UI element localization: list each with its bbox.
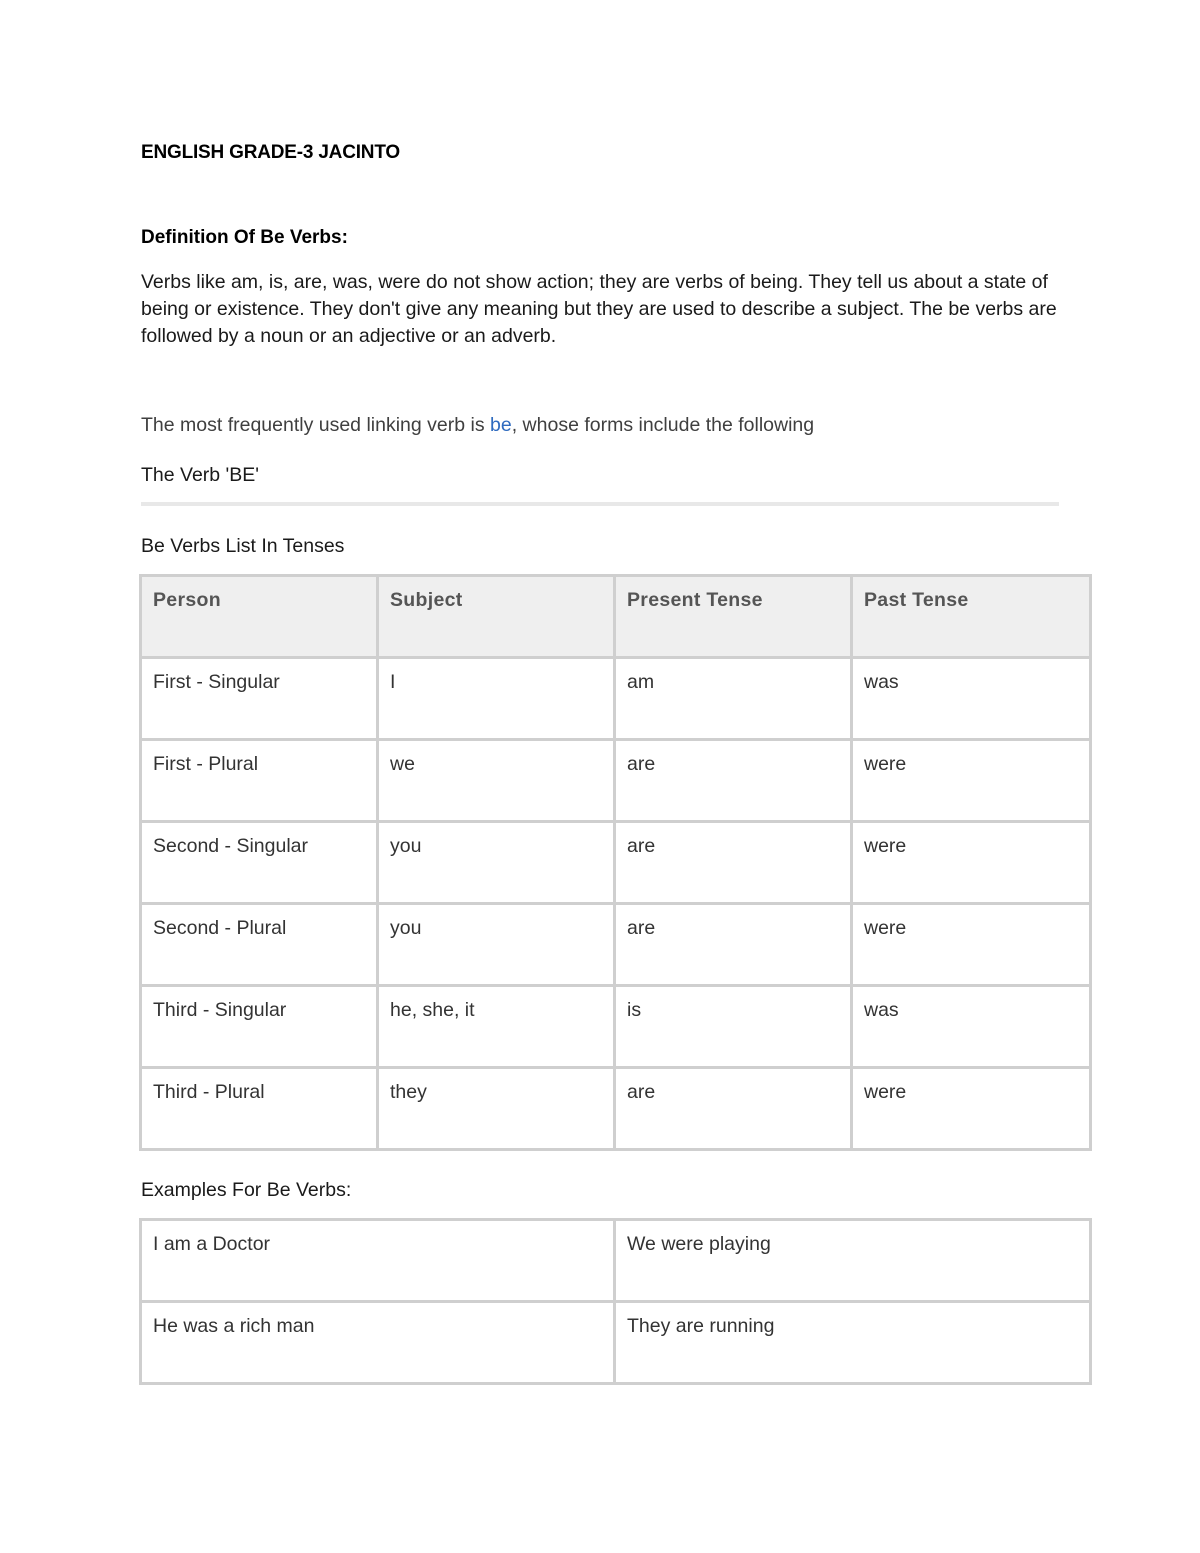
examples-heading: Examples For Be Verbs: [141,1179,352,1201]
cell-present: am [615,658,852,740]
cell-person: Third - Plural [141,1068,378,1150]
header-subject: Subject [378,576,615,658]
cell-person: First - Singular [141,658,378,740]
linking-text-after: , whose forms include the following [511,414,815,436]
cell-subject: they [378,1068,615,1150]
cell-subject: I [378,658,615,740]
table-row [141,1220,1091,1302]
cell-present: is [615,986,852,1068]
cell-subject: you [378,822,615,904]
table-row [141,904,1091,986]
cell-present: are [615,1068,852,1150]
definition-paragraph: Verbs like am, is, are, was, were do not show action; they are verbs of being. They tell us about a state of being or existence. They don't give any meaning but they are used to describe a subject. The be verbs are followed by a noun or an adjective or an adverb. [141,271,1057,347]
cell-person: Second - Plural [141,904,378,986]
be-link[interactable]: be [490,414,512,436]
linking-text-before: The most frequently used linking verb is [141,414,491,436]
example-cell: I am a Doctor [141,1220,615,1302]
cell-past: were [852,822,1091,904]
cell-present: are [615,740,852,822]
table-row [141,658,1091,740]
cell-past: were [852,1068,1091,1150]
examples-table [139,1218,1092,1385]
example-cell: He was a rich man [141,1302,615,1384]
table-row [141,822,1091,904]
cell-present: are [615,822,852,904]
document-title: ENGLISH GRADE-3 JACINTO [141,142,400,163]
cell-past: was [852,986,1091,1068]
linking-verb-sentence [141,414,814,437]
header-past-tense: Past Tense [852,576,1091,658]
example-cell: We were playing [615,1220,1091,1302]
cell-person: Third - Singular [141,986,378,1068]
header-person: Person [141,576,378,658]
definition-heading: Definition Of Be Verbs: [141,227,348,248]
cell-subject: we [378,740,615,822]
tenses-heading: Be Verbs List In Tenses [141,535,345,557]
cell-subject: he, she, it [378,986,615,1068]
cell-past: was [852,658,1091,740]
horizontal-divider [141,502,1059,506]
header-present-tense: Present Tense [615,576,852,658]
cell-present: are [615,904,852,986]
be-verbs-tenses-table [139,574,1092,1151]
cell-past: were [852,740,1091,822]
cell-past: were [852,904,1091,986]
cell-person: Second - Singular [141,822,378,904]
table-header-row [141,576,1091,658]
cell-person: First - Plural [141,740,378,822]
table-row [141,740,1091,822]
cell-subject: you [378,904,615,986]
verb-be-heading: The Verb 'BE' [141,464,260,486]
example-cell: They are running [615,1302,1091,1384]
table-row [141,1068,1091,1150]
table-row [141,1302,1091,1384]
table-row [141,986,1091,1068]
